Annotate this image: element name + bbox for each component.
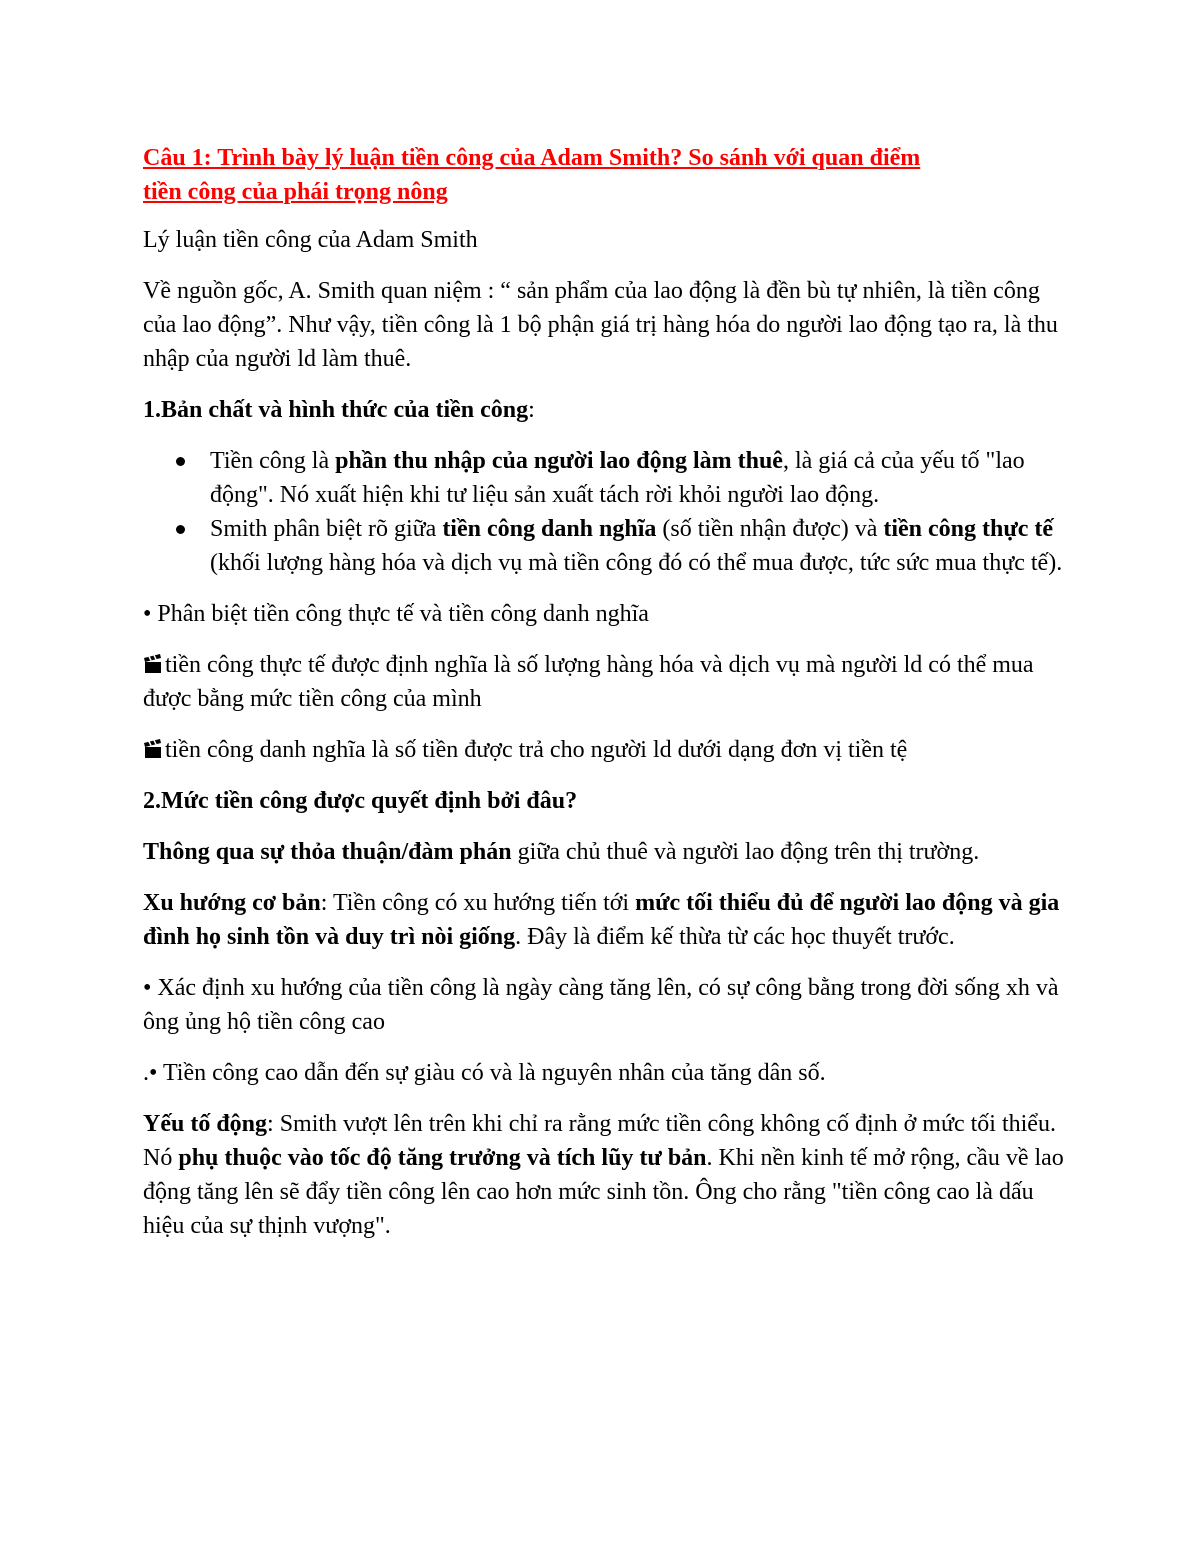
trend-text-1: : Tiền công có xu hướng tiến tới — [320, 890, 636, 916]
list-item — [143, 512, 1073, 580]
distinguish-paragraph: • Phân biệt tiền công thực tế và tiền công danh nghĩa — [143, 601, 649, 627]
dynamic-bold-2: phụ thuộc vào tốc độ tăng trưởng và tích lũy tư bản — [178, 1145, 707, 1171]
question-title-line2: tiền công của phái trọng nông — [143, 179, 448, 205]
dynamic-text-2: . Khi nền kinh tế mở rộng, cầu về lao động tăng lên sẽ đẩy tiền công lên cao hơn mức sinh tồn. Ông cho rằng "tiền công cao là dấu hiệu của sự thịnh vượng". — [143, 1145, 1064, 1239]
dynamic-paragraph — [143, 1107, 1073, 1243]
section1-bullet-list — [143, 444, 1073, 580]
nominal-wage-paragraph — [143, 733, 1073, 767]
bullet2-text-2: (số tiền nhận được) và — [656, 516, 884, 542]
determine-paragraph: • Xác định xu hướng của tiền công là ngày càng tăng lên, có sự công bằng trong đời sống xh và ông ủng hộ tiền công cao — [143, 975, 1059, 1035]
section2-heading: 2.Mức tiền công được quyết định bởi đâu? — [143, 788, 578, 814]
clapperboard-icon — [143, 654, 163, 674]
negotiation-paragraph — [143, 835, 1073, 869]
bullet2-text-3: (khối lượng hàng hóa và dịch vụ mà tiền công đó có thể mua được, tức sức mua thực tế). — [210, 550, 1063, 576]
trend-paragraph — [143, 886, 1073, 954]
dynamic-bold-1: Yếu tố động — [143, 1111, 268, 1137]
bullet1-text-2: , là giá cả của yếu tố "lao động". Nó xuất hiện khi tư liệu sản xuất tách rời khỏi người lao động. — [210, 448, 1025, 508]
trend-text-2: . Đây là điểm kế thừa từ các học thuyết trước. — [515, 924, 955, 950]
trend-bold-2: mức tối thiểu đủ để người lao động và gia đình họ sinh tồn và duy trì nòi giống — [143, 890, 1060, 950]
bullet1-text-1: Tiền công là — [210, 448, 336, 474]
bullet-dot-icon — [176, 457, 185, 466]
bullet2-bold-2: tiền công thực tế — [883, 516, 1054, 542]
origin-paragraph: Về nguồn gốc, A. Smith quan niệm : “ sản phẩm của lao động là đền bù tự nhiên, là tiền công của lao động”. Như vậy, tiền công là 1 bộ phận giá trị hàng hóa do người lao động tạo ra, là thu nhập của người ld làm thuê. — [143, 278, 1058, 372]
dynamic-text-1: : Smith vượt lên trên khi chỉ ra rằng mức tiền công không cố định ở mức tối thiểu. Nó — [143, 1111, 1056, 1171]
trend-bold-1: Xu hướng cơ bản — [143, 890, 321, 916]
nominal-wage-text: tiền công danh nghĩa là số tiền được trả cho người ld dưới dạng đơn vị tiền tệ — [165, 737, 908, 763]
section1-heading-colon: : — [528, 397, 535, 423]
section1-heading — [143, 393, 1073, 427]
real-wage-paragraph — [143, 648, 1073, 716]
bullet2-bold-1: tiền công danh nghĩa — [442, 516, 657, 542]
bullet1-bold-1: phần thu nhập của người lao động làm thuê — [335, 448, 783, 474]
question-title-line1: Câu 1: Trình bày lý luận tiền công của Adam Smith? So sánh với quan điểm — [143, 145, 921, 171]
real-wage-text: tiền công thực tế được định nghĩa là số lượng hàng hóa và dịch vụ mà người ld có thể mua được bằng mức tiền công của mình — [143, 652, 1034, 712]
intro-paragraph: Lý luận tiền công của Adam Smith — [143, 227, 478, 253]
list-item — [143, 444, 1073, 512]
high-wage-paragraph: .• Tiền công cao dẫn đến sự giàu có và là nguyên nhân của tăng dân số. — [143, 1060, 826, 1086]
negotiation-bold: Thông qua sự thỏa thuận/đàm phán — [143, 839, 512, 865]
bullet2-text-1: Smith phân biệt rõ giữa — [210, 516, 443, 542]
question-title — [143, 141, 1073, 209]
document-page — [143, 141, 1073, 1260]
bullet-dot-icon — [176, 525, 185, 534]
clapperboard-icon — [143, 739, 163, 759]
section1-heading-text: 1.Bản chất và hình thức của tiền công — [143, 397, 529, 423]
negotiation-text: giữa chủ thuê và người lao động trên thị trường. — [511, 839, 980, 865]
